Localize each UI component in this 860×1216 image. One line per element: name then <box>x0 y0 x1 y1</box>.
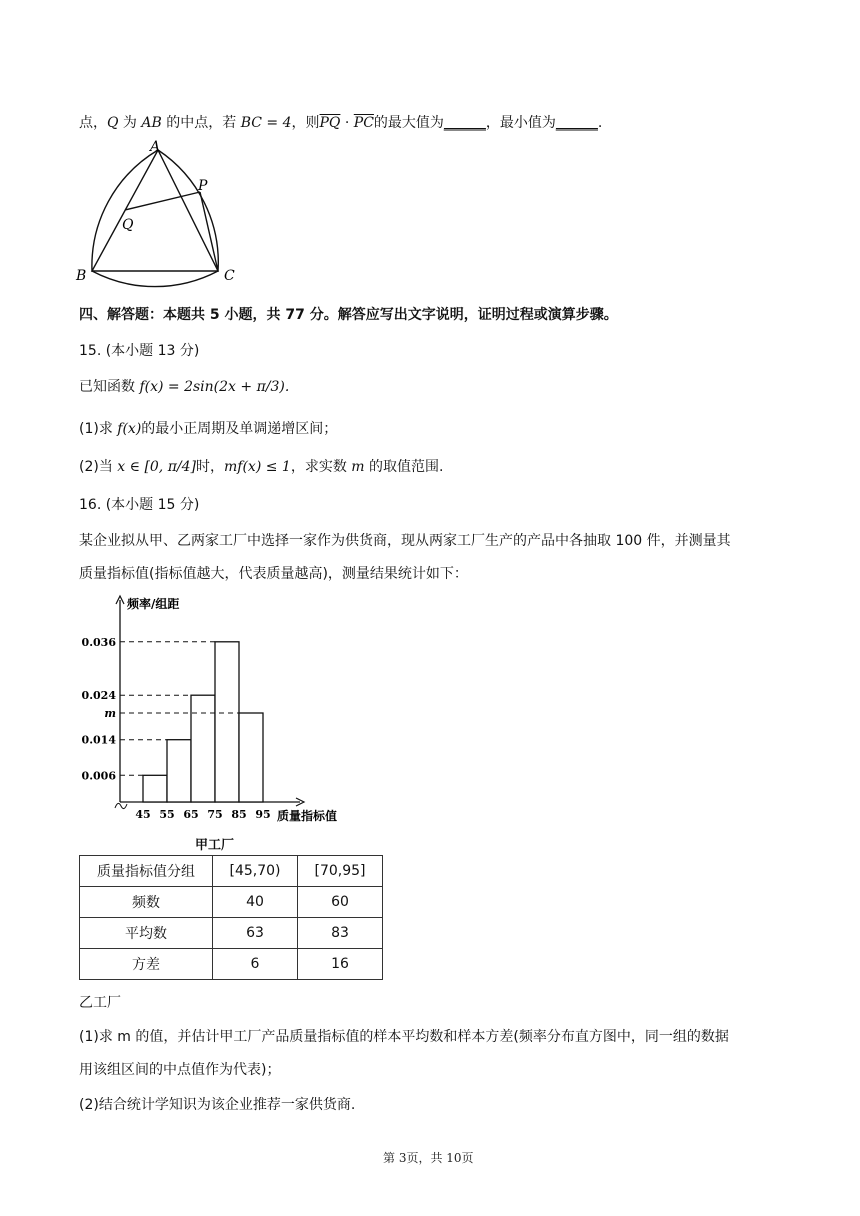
q15-part2 <box>79 456 443 476</box>
q15-part2-ineq: mf(x) ≤ 1 <box>224 459 291 475</box>
table-cell: 6 <box>213 949 298 980</box>
q15-part2-cond: x ∈ [0, π/4] <box>117 459 196 475</box>
q14-vector-pc: $\overline{PC}$ <box>353 115 374 131</box>
label-q: Q <box>122 217 134 233</box>
q16-header: 16. (本小题 15 分) <box>79 497 200 513</box>
q16-part2: (2)结合统计学知识为该企业推荐一家供货商. <box>79 1097 356 1113</box>
label-p: P <box>198 178 208 194</box>
q14-text: ，最小值为 <box>485 115 556 131</box>
x-tick-label: 85 <box>231 808 247 821</box>
histogram-bar <box>215 642 239 802</box>
q14-vector-pq: $\overline{PQ}$ <box>319 115 341 131</box>
q16-intro-line1: 某企业拟从甲、乙两家工厂中选择一家作为供货商，现从两家工厂生产的产品中各抽取 100 件，并测量其 <box>79 533 731 549</box>
q14-text: 的中点，若 <box>161 115 241 131</box>
x-axis-label: 质量指标值 <box>277 809 338 823</box>
table-header-row <box>80 856 383 887</box>
table-header-cell: 质量指标值分组 <box>80 856 213 887</box>
q15-part2-text: 的取值范围. <box>364 459 444 475</box>
table-cell: 16 <box>298 949 383 980</box>
page-footer: 第 3页，共 10页 <box>383 1151 474 1165</box>
table-cell: 83 <box>298 918 383 949</box>
histogram-bar <box>143 775 167 802</box>
q15-part1 <box>79 418 337 438</box>
q16-part1-line1: (1)求 m 的值，并估计甲工厂产品质量指标值的样本平均数和样本方差(频率分布直方图中，同一组的数据 <box>79 1029 729 1045</box>
y-tick-label: 0.036 <box>81 635 116 649</box>
label-a: A <box>150 139 161 155</box>
y-tick-label: 0.006 <box>81 769 116 783</box>
q14-dot: · <box>340 115 354 131</box>
q16-intro-line2: 质量指标值(指标值越大，代表质量越高)，测量结果统计如下： <box>79 566 468 582</box>
factory-b-table <box>79 855 383 980</box>
x-tick-label: 75 <box>207 808 223 821</box>
y-tick-label: m <box>104 707 116 720</box>
factory-b-caption: 乙工厂 <box>79 995 121 1011</box>
q14-blank-max: ______ <box>443 115 486 131</box>
label-b: B <box>76 268 87 284</box>
factory-a-caption: 甲工厂 <box>195 838 235 853</box>
y-tick-label: 0.014 <box>81 733 116 747</box>
x-tick-label: 45 <box>135 808 151 821</box>
q15-part2-text: (2)当 <box>79 459 118 475</box>
table-cell: 63 <box>213 918 298 949</box>
q14-var-q: Q <box>107 115 119 131</box>
section-heading: 四、解答题：本题共 5 小题，共 77 分。解答应写出文字说明，证明过程或演算步骤。 <box>79 307 618 323</box>
q15-given <box>79 376 289 396</box>
q15-part2-m: m <box>351 459 365 475</box>
table-cell: 方差 <box>80 949 213 980</box>
x-tick-label: 65 <box>183 808 199 821</box>
q15-formula: f(x) = 2sin(2x + π/3). <box>139 379 290 395</box>
table-row <box>80 918 383 949</box>
q15-part1-text: 的最小正周期及单调递增区间； <box>141 421 338 437</box>
table-cell: 60 <box>298 887 383 918</box>
q15-part1-fx: f(x) <box>117 421 142 437</box>
q15-part1-text: (1)求 <box>79 421 118 437</box>
table-row <box>80 949 383 980</box>
reuleaux-triangle-figure <box>70 138 250 288</box>
histogram-bar <box>167 740 191 802</box>
q14-text: 点， <box>79 115 107 131</box>
q14-blank-min: ______ <box>555 115 598 131</box>
histogram-chart <box>75 592 355 827</box>
table-cell: 频数 <box>80 887 213 918</box>
q14-text: ，则 <box>291 115 320 131</box>
table-header-cell: [70,95] <box>298 856 383 887</box>
y-tick-label: 0.024 <box>81 689 116 703</box>
q15-header: 15. (本小题 13 分) <box>79 343 200 359</box>
q15-part2-text: 时， <box>196 459 224 475</box>
table-header-cell: [45,70) <box>213 856 298 887</box>
q14-text: . <box>597 115 603 131</box>
table-cell: 平均数 <box>80 918 213 949</box>
q15-part2-text: ，求实数 <box>290 459 352 475</box>
label-c: C <box>224 268 235 284</box>
histogram-bar <box>239 713 263 802</box>
q16-part1-line2: 用该组区间的中点值作为代表)； <box>79 1062 281 1078</box>
table-row <box>80 887 383 918</box>
table-cell: 40 <box>213 887 298 918</box>
q14-tail-line <box>79 112 602 132</box>
x-tick-label: 55 <box>159 808 175 821</box>
histogram-bar <box>191 695 215 802</box>
y-axis-label: 频率/组距 <box>127 597 180 611</box>
q14-var-ab: AB <box>141 115 162 131</box>
q14-bc-eq: BC = 4 <box>240 115 292 131</box>
q14-text: 的最大值为 <box>373 115 444 131</box>
q14-text: 为 <box>118 115 142 131</box>
axis-break-mark <box>115 803 127 808</box>
q15-given-text: 已知函数 <box>79 379 140 395</box>
x-tick-label: 95 <box>255 808 271 821</box>
